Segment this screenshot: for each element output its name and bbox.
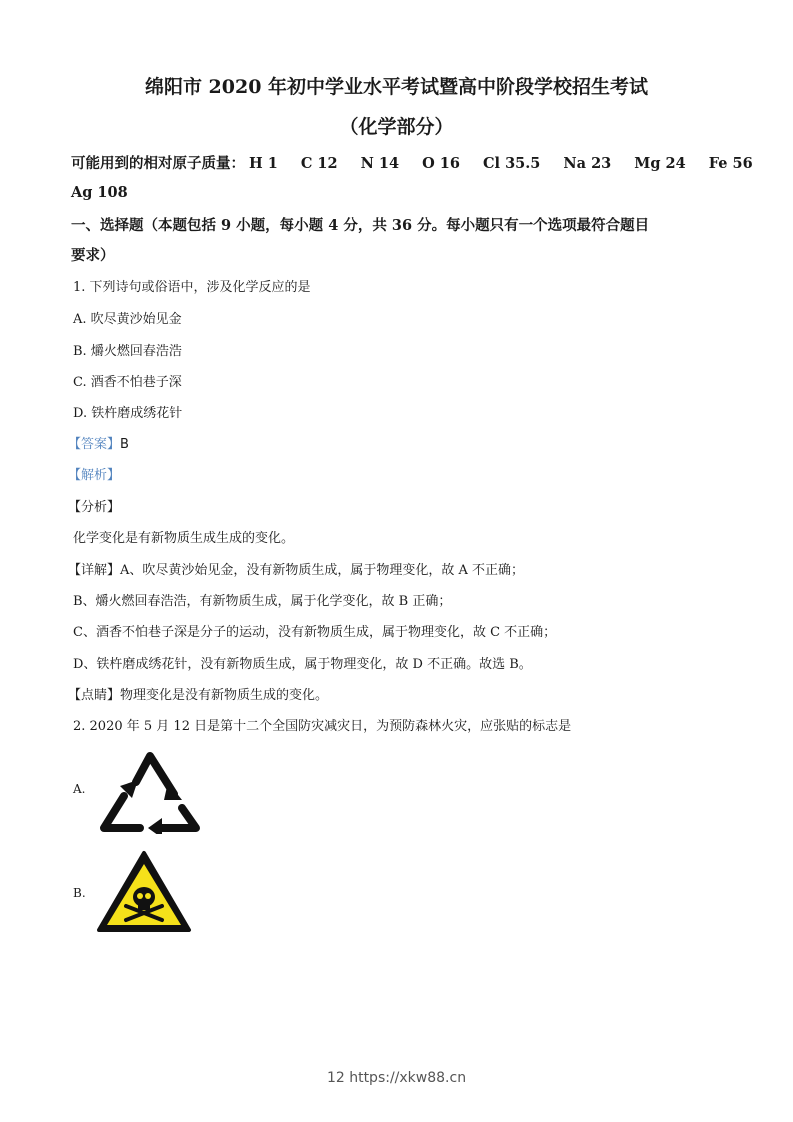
page-subtitle: （化学部分）: [339, 116, 454, 138]
q2-stem: 2. 2020 年 5 月 12 日是第十二个全国防灾减灾日，为预防森林火灾，应张贴的标志是: [73, 719, 572, 734]
atomic-masses-label: 可能用到的相对原子质量：: [71, 155, 245, 172]
q1-option-d: D. 铁杵磨成绣花针: [73, 406, 183, 421]
analysis-label: 【解析】: [68, 468, 121, 483]
q1-stem: 1. 下列诗句或俗语中，涉及化学反应的是: [73, 280, 311, 295]
mass-item: C 12: [300, 155, 338, 172]
detail-line: C、酒香不怕巷子深是分子的运动，没有新物质生成，属于物理变化，故 C 不正确；: [73, 625, 557, 640]
dianjing: 【点睛】物理变化是没有新物质生成的变化。: [68, 688, 329, 703]
detail-line: 【详解】A、吹尽黄沙始见金，没有新物质生成，属于物理变化，故 A 不正确；: [68, 563, 525, 578]
atomic-mass-overflow: Ag 108: [71, 184, 128, 201]
answer-value: B: [120, 437, 129, 452]
q2-option-b-label: B.: [73, 886, 86, 900]
mass-item: Mg 24: [634, 155, 686, 172]
q2-option-a-label: A.: [73, 782, 86, 796]
section-heading: 一、选择题（本题包括 9 小题，每小题 4 分，共 36 分。每小题只有一个选项最符合题目: [71, 217, 650, 234]
detail-line: D、铁杵磨成绣花针，没有新物质生成，属于物理变化，故 D 不正确。故选 B。: [73, 657, 532, 672]
mass-item: Cl 35.5: [482, 155, 541, 172]
mass-item: N 14: [360, 155, 400, 172]
q1-answer: [68, 433, 129, 452]
answer-label: 【答案】: [68, 437, 121, 452]
q1-option-c: C. 酒香不怕巷子深: [73, 375, 182, 390]
mass-item: Na 23: [563, 155, 612, 172]
mass-item: H 1: [249, 155, 278, 172]
q1-option-b: B. 爝火燃回春浩浩: [73, 344, 182, 359]
recycle-triangle-icon: [98, 742, 202, 834]
section-heading-cont: 要求）: [71, 247, 115, 264]
atomic-masses: [71, 152, 753, 173]
toxic-warning-icon: [96, 850, 192, 934]
mass-item: O 16: [422, 155, 460, 172]
page-footer: 12 https://xkw88.cn: [326, 1070, 467, 1086]
q1-option-a: A. 吹尽黄沙始见金: [73, 312, 182, 327]
fenxi-label: 【分析】: [68, 500, 121, 515]
mass-item: Fe 56: [708, 155, 753, 172]
page-title: 绵阳市 2020 年初中学业水平考试暨高中阶段学校招生考试: [144, 76, 649, 98]
fenxi-text: 化学变化是有新物质生成生成的变化。: [73, 531, 295, 546]
detail-line: B、爝火燃回春浩浩，有新物质生成，属于化学变化，故 B 正确；: [73, 594, 452, 609]
